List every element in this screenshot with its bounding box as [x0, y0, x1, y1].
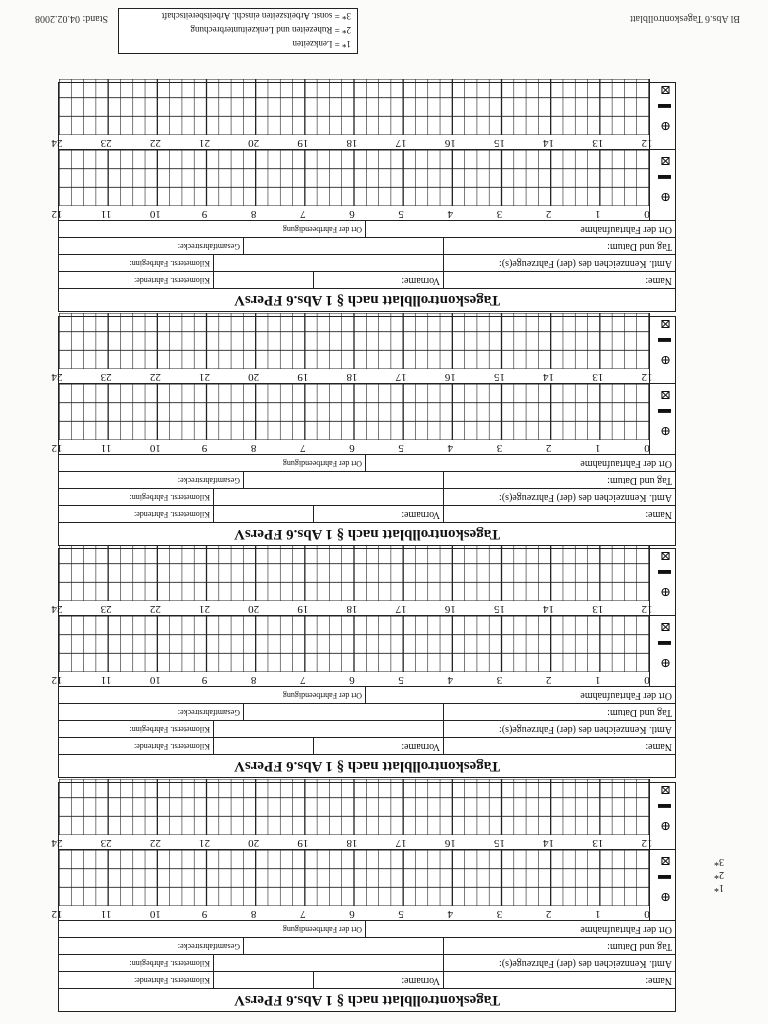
kennzeichen-label: Amtl. Kennzeichen des (der) Fahrzeuge(s): [499, 492, 672, 503]
hour-label: 4 [447, 674, 454, 686]
hour-label: 5 [398, 674, 404, 686]
km-end-label: Kilometerst. Fahrtende: [134, 276, 210, 285]
hour-label: 12 [51, 674, 63, 686]
star-label: 1* [714, 882, 724, 893]
km-end-field[interactable] [59, 506, 213, 522]
tageskontrollblatt-sheet [51, 782, 676, 1012]
hour-label: 10 [149, 442, 161, 454]
ort-aufnahme-field[interactable] [365, 687, 675, 703]
hour-label: 2 [545, 908, 552, 920]
tag-label: Tag und Datum: [607, 475, 672, 486]
hour-label: 12 [641, 603, 653, 615]
row-kennzeichen [59, 720, 675, 737]
hammers-icon: ⊠ [660, 783, 671, 798]
kennzeichen-label: Amtl. Kennzeichen des (der) Fahrzeuge(s): [499, 258, 672, 269]
hour-label: 8 [250, 442, 257, 454]
ort-beendigung-label: Ort der Fahrtbeendigung [282, 459, 362, 468]
tag-label: Tag und Datum: [607, 241, 672, 252]
hour-label: 13 [592, 837, 604, 849]
name-field[interactable] [443, 738, 675, 754]
hour-label: 19 [297, 603, 309, 615]
hour-label: 12 [641, 371, 653, 383]
hour-label: 18 [346, 837, 358, 849]
timeline-grid[interactable] [51, 384, 650, 454]
vorname-field[interactable] [313, 272, 443, 288]
hour-label: 21 [199, 371, 210, 383]
timeline-morning [51, 384, 675, 454]
hour-label: 12 [641, 137, 653, 149]
page-header-left: Bl Abs.6 Tageskontrollblatt [630, 13, 740, 24]
legend-line: 1* = Lenkzeiten [292, 39, 351, 49]
hammers-icon: ⊠ [660, 154, 671, 169]
hour-label: 21 [199, 837, 210, 849]
activity-icons [649, 850, 675, 920]
row-ort [59, 920, 675, 937]
hour-label: 24 [51, 371, 63, 383]
hour-label: 10 [149, 208, 161, 220]
tag-field[interactable] [443, 472, 675, 488]
tageskontrollblatt-sheet [51, 316, 676, 546]
hour-label: 17 [395, 137, 407, 149]
hour-label: 7 [300, 908, 306, 920]
hour-labels [51, 672, 650, 686]
hour-label: 12 [51, 442, 63, 454]
hammers-icon: ⊠ [660, 83, 671, 98]
hour-label: 4 [447, 208, 454, 220]
ort-aufnahme-field[interactable] [365, 921, 675, 937]
bed-icon: ▬ [658, 567, 671, 582]
sheet-title: Tageskontrollblatt nach § 1 Abs.6 FPersV [59, 754, 675, 777]
hour-label: 16 [444, 137, 456, 149]
hour-label: 18 [346, 371, 358, 383]
name-label: Name: [645, 509, 672, 520]
steering-wheel-icon: ⊕ [660, 353, 671, 368]
timeline-afternoon [51, 545, 675, 616]
km-begin-field[interactable] [59, 955, 213, 971]
tag-label: Tag und Datum: [607, 941, 672, 952]
ort-aufnahme-label: Ort der Fahrtaufnahme [580, 924, 672, 935]
hour-label: 5 [398, 442, 404, 454]
name-label: Name: [645, 275, 672, 286]
sheet-title: Tageskontrollblatt nach § 1 Abs.6 FPersV [59, 288, 675, 311]
sheet-title: Tageskontrollblatt nach § 1 Abs.6 FPersV [59, 988, 675, 1011]
hour-label: 16 [444, 603, 456, 615]
timeline-grid[interactable] [51, 79, 653, 149]
hour-label: 11 [100, 442, 112, 454]
ort-beendigung-label: Ort der Fahrtbeendigung [282, 925, 362, 934]
name-label: Name: [645, 741, 672, 752]
hour-label: 21 [199, 137, 210, 149]
hour-label: 21 [199, 603, 210, 615]
grid-lines [59, 545, 649, 601]
activity-icons [649, 150, 675, 220]
hour-label: 12 [51, 208, 63, 220]
sheet-title: Tageskontrollblatt nach § 1 Abs.6 FPersV [59, 522, 675, 545]
activity-icons [649, 384, 675, 454]
km-end-label: Kilometerst. Fahrtende: [134, 976, 210, 985]
row-tag [59, 237, 675, 254]
hour-label: 20 [248, 837, 260, 849]
hour-label: 23 [100, 837, 112, 849]
hour-label: 11 [100, 908, 112, 920]
row-name [59, 971, 675, 988]
row-name [59, 271, 675, 288]
ort-beendigung-field[interactable] [59, 921, 365, 937]
ort-aufnahme-field[interactable] [365, 221, 675, 237]
timeline-grid[interactable] [51, 150, 650, 220]
hour-labels [51, 369, 653, 383]
name-field[interactable] [443, 506, 675, 522]
hour-label: 16 [444, 371, 456, 383]
activity-icons [649, 779, 675, 849]
kennzeichen-field[interactable] [443, 255, 675, 271]
ort-beendigung-label: Ort der Fahrtbeendigung [282, 691, 362, 700]
legend-box [118, 8, 358, 54]
steering-wheel-icon: ⊕ [660, 585, 671, 600]
grid-lines [59, 616, 649, 672]
row-ort [59, 686, 675, 703]
km-begin-field[interactable] [59, 255, 213, 271]
hour-label: 7 [300, 442, 306, 454]
kennzeichen-field[interactable] [443, 721, 675, 737]
vorname-label: Vorname: [401, 275, 440, 286]
activity-icons [649, 616, 675, 686]
hour-label: 15 [494, 603, 505, 615]
hour-labels [51, 835, 653, 849]
hour-label: 11 [100, 674, 112, 686]
km-begin-label: Kilometerst. Fahrbeginn: [129, 493, 210, 502]
hour-label: 0 [644, 442, 650, 454]
bed-icon: ▬ [658, 335, 671, 350]
row-kennzeichen [59, 254, 675, 271]
hour-label: 9 [201, 674, 208, 686]
page-header-right: Stand: 04.02.2008 [34, 13, 108, 24]
timeline-grid[interactable] [51, 545, 653, 615]
row-name [59, 505, 675, 522]
timeline-grid[interactable] [51, 616, 650, 686]
gesamt-field[interactable] [59, 472, 243, 488]
timeline-morning [51, 850, 675, 920]
hammers-icon: ⊠ [660, 317, 671, 332]
hour-label: 23 [100, 137, 112, 149]
km-end-label: Kilometerst. Fahrtende: [134, 742, 210, 751]
bed-icon: ▬ [658, 172, 671, 187]
star-label: 3* [714, 856, 724, 867]
timeline-grid[interactable] [51, 313, 653, 383]
hour-labels [51, 906, 650, 920]
ort-beendigung-field[interactable] [59, 455, 365, 471]
legend-line: 2* = Ruhezeiten und Lenkzeitunterbrechung [190, 25, 351, 35]
hour-label: 6 [349, 908, 355, 920]
bed-icon: ▬ [658, 801, 671, 816]
hour-label: 24 [51, 137, 63, 149]
timeline-afternoon [51, 313, 675, 384]
hour-label: 0 [644, 674, 650, 686]
hour-label: 0 [644, 908, 650, 920]
ort-aufnahme-field[interactable] [365, 455, 675, 471]
grid-lines [59, 384, 649, 440]
hour-label: 22 [149, 603, 161, 615]
hour-label: 23 [100, 371, 112, 383]
steering-wheel-icon: ⊕ [660, 424, 671, 439]
activity-icons [649, 313, 675, 383]
hour-label: 5 [398, 908, 404, 920]
kennzeichen-label: Amtl. Kennzeichen des (der) Fahrzeuge(s): [499, 958, 672, 969]
name-field[interactable] [443, 972, 675, 988]
grid-lines [59, 779, 649, 835]
hour-label: 3 [496, 208, 503, 220]
row-kennzeichen [59, 488, 675, 505]
km-begin-label: Kilometerst. Fahrbeginn: [129, 725, 210, 734]
hour-label: 1 [595, 208, 601, 220]
km-begin-label: Kilometerst. Fahrbeginn: [129, 259, 210, 268]
steering-wheel-icon: ⊕ [660, 890, 671, 905]
hour-label: 3 [496, 908, 503, 920]
hour-label: 23 [100, 603, 112, 615]
hour-label: 2 [545, 442, 552, 454]
kennzeichen-field[interactable] [443, 955, 675, 971]
hour-label: 24 [51, 837, 63, 849]
hour-label: 19 [297, 137, 309, 149]
hour-label: 20 [248, 371, 260, 383]
row-ort [59, 454, 675, 471]
hour-label: 6 [349, 442, 355, 454]
hour-label: 8 [250, 208, 257, 220]
vorname-label: Vorname: [401, 975, 440, 986]
timeline-afternoon [51, 79, 675, 150]
ort-aufnahme-label: Ort der Fahrtaufnahme [580, 224, 672, 235]
hour-labels [51, 206, 650, 220]
gesamt-field[interactable] [59, 238, 243, 254]
hour-label: 9 [201, 208, 208, 220]
hour-label: 6 [349, 208, 355, 220]
km-end-field[interactable] [59, 972, 213, 988]
ort-aufnahme-label: Ort der Fahrtaufnahme [580, 690, 672, 701]
km-end-field[interactable] [59, 738, 213, 754]
timeline-morning [51, 616, 675, 686]
name-field[interactable] [443, 272, 675, 288]
hour-labels [51, 601, 653, 615]
hour-label: 2 [545, 208, 552, 220]
timeline-grid[interactable] [51, 779, 653, 849]
hammers-icon: ⊠ [660, 549, 671, 564]
hour-label: 1 [595, 442, 601, 454]
hammers-icon: ⊠ [660, 388, 671, 403]
vorname-field[interactable] [313, 738, 443, 754]
hour-label: 22 [149, 837, 161, 849]
vorname-field[interactable] [313, 506, 443, 522]
steering-wheel-icon: ⊕ [660, 190, 671, 205]
timeline-morning [51, 150, 675, 220]
hour-label: 13 [592, 371, 604, 383]
grid-lines [59, 850, 649, 906]
hour-label: 0 [644, 208, 650, 220]
hour-labels [51, 135, 653, 149]
ort-aufnahme-label: Ort der Fahrtaufnahme [580, 458, 672, 469]
hour-label: 12 [641, 837, 653, 849]
vorname-label: Vorname: [401, 509, 440, 520]
hour-label: 18 [346, 137, 358, 149]
gesamt-field[interactable] [59, 938, 243, 954]
hour-label: 17 [395, 371, 407, 383]
hour-label: 3 [496, 674, 503, 686]
hour-label: 24 [51, 603, 63, 615]
gesamt-label: Gesamtfahrstrecke: [177, 708, 240, 717]
hour-label: 10 [149, 674, 161, 686]
row-name [59, 737, 675, 754]
hour-label: 7 [300, 208, 306, 220]
hour-label: 6 [349, 674, 355, 686]
hour-label: 22 [149, 371, 161, 383]
hour-label: 7 [300, 674, 306, 686]
hour-label: 5 [398, 208, 404, 220]
name-label: Name: [645, 975, 672, 986]
hour-label: 4 [447, 908, 454, 920]
star-label: 2* [714, 869, 724, 880]
hour-label: 1 [595, 674, 601, 686]
hammers-icon: ⊠ [660, 854, 671, 869]
timeline-afternoon [51, 779, 675, 850]
bed-icon: ▬ [658, 406, 671, 421]
hour-label: 3 [496, 442, 503, 454]
hour-label: 19 [297, 837, 309, 849]
hour-label: 14 [543, 137, 555, 149]
hour-label: 4 [447, 442, 454, 454]
hour-label: 17 [395, 837, 407, 849]
km-begin-label: Kilometerst. Fahrbeginn: [129, 959, 210, 968]
hour-label: 9 [201, 442, 208, 454]
hour-label: 20 [248, 603, 260, 615]
hour-label: 13 [592, 603, 604, 615]
tag-field[interactable] [443, 704, 675, 720]
kennzeichen-field[interactable] [443, 489, 675, 505]
hour-label: 16 [444, 837, 456, 849]
hour-label: 20 [248, 137, 260, 149]
gesamt-label: Gesamtfahrstrecke: [177, 476, 240, 485]
row-ort [59, 220, 675, 237]
tageskontrollblatt-sheet [51, 548, 676, 778]
hour-label: 1 [595, 908, 601, 920]
ort-beendigung-field[interactable] [59, 221, 365, 237]
ort-beendigung-field[interactable] [59, 687, 365, 703]
steering-wheel-icon: ⊕ [660, 819, 671, 834]
hour-label: 13 [592, 137, 604, 149]
km-end-label: Kilometerst. Fahrtende: [134, 510, 210, 519]
bed-icon: ▬ [658, 638, 671, 653]
hour-label: 17 [395, 603, 407, 615]
tag-field[interactable] [443, 938, 675, 954]
hour-label: 12 [51, 908, 63, 920]
hour-label: 22 [149, 137, 161, 149]
hour-label: 8 [250, 908, 257, 920]
kennzeichen-label: Amtl. Kennzeichen des (der) Fahrzeuge(s): [499, 724, 672, 735]
hour-label: 15 [494, 371, 505, 383]
hour-label: 14 [543, 371, 555, 383]
grid-lines [59, 313, 649, 369]
hour-label: 18 [346, 603, 358, 615]
grid-lines [59, 79, 649, 135]
hour-label: 10 [149, 908, 161, 920]
vorname-field[interactable] [313, 972, 443, 988]
legend-line: 3* = sonst. Arbeitszeiten einschl. Arbeitsbereitschaft [161, 11, 351, 21]
tag-label: Tag und Datum: [607, 707, 672, 718]
row-tag [59, 471, 675, 488]
gesamt-field[interactable] [59, 704, 243, 720]
grid-lines [59, 150, 649, 206]
km-begin-field[interactable] [59, 489, 213, 505]
hour-label: 15 [494, 137, 505, 149]
row-kennzeichen [59, 954, 675, 971]
km-end-field[interactable] [59, 272, 213, 288]
hour-label: 2 [545, 674, 552, 686]
hour-label: 19 [297, 371, 309, 383]
bed-icon: ▬ [658, 872, 671, 887]
hour-label: 14 [543, 603, 555, 615]
row-tag [59, 703, 675, 720]
activity-icons [649, 79, 675, 149]
hour-label: 15 [494, 837, 505, 849]
hour-label: 9 [201, 908, 208, 920]
row-tag [59, 937, 675, 954]
star-legend [714, 855, 724, 894]
km-begin-field[interactable] [59, 721, 213, 737]
timeline-grid[interactable] [51, 850, 650, 920]
steering-wheel-icon: ⊕ [660, 656, 671, 671]
gesamt-label: Gesamtfahrstrecke: [177, 942, 240, 951]
bed-icon: ▬ [658, 101, 671, 116]
ort-beendigung-label: Ort der Fahrtbeendigung [282, 225, 362, 234]
tageskontrollblatt-sheet [51, 82, 676, 312]
vorname-label: Vorname: [401, 741, 440, 752]
steering-wheel-icon: ⊕ [660, 119, 671, 134]
hour-label: 11 [100, 208, 112, 220]
hammers-icon: ⊠ [660, 620, 671, 635]
activity-icons [649, 545, 675, 615]
hour-labels [51, 440, 650, 454]
tag-field[interactable] [443, 238, 675, 254]
gesamt-label: Gesamtfahrstrecke: [177, 242, 240, 251]
hour-label: 8 [250, 674, 257, 686]
hour-label: 14 [543, 837, 555, 849]
